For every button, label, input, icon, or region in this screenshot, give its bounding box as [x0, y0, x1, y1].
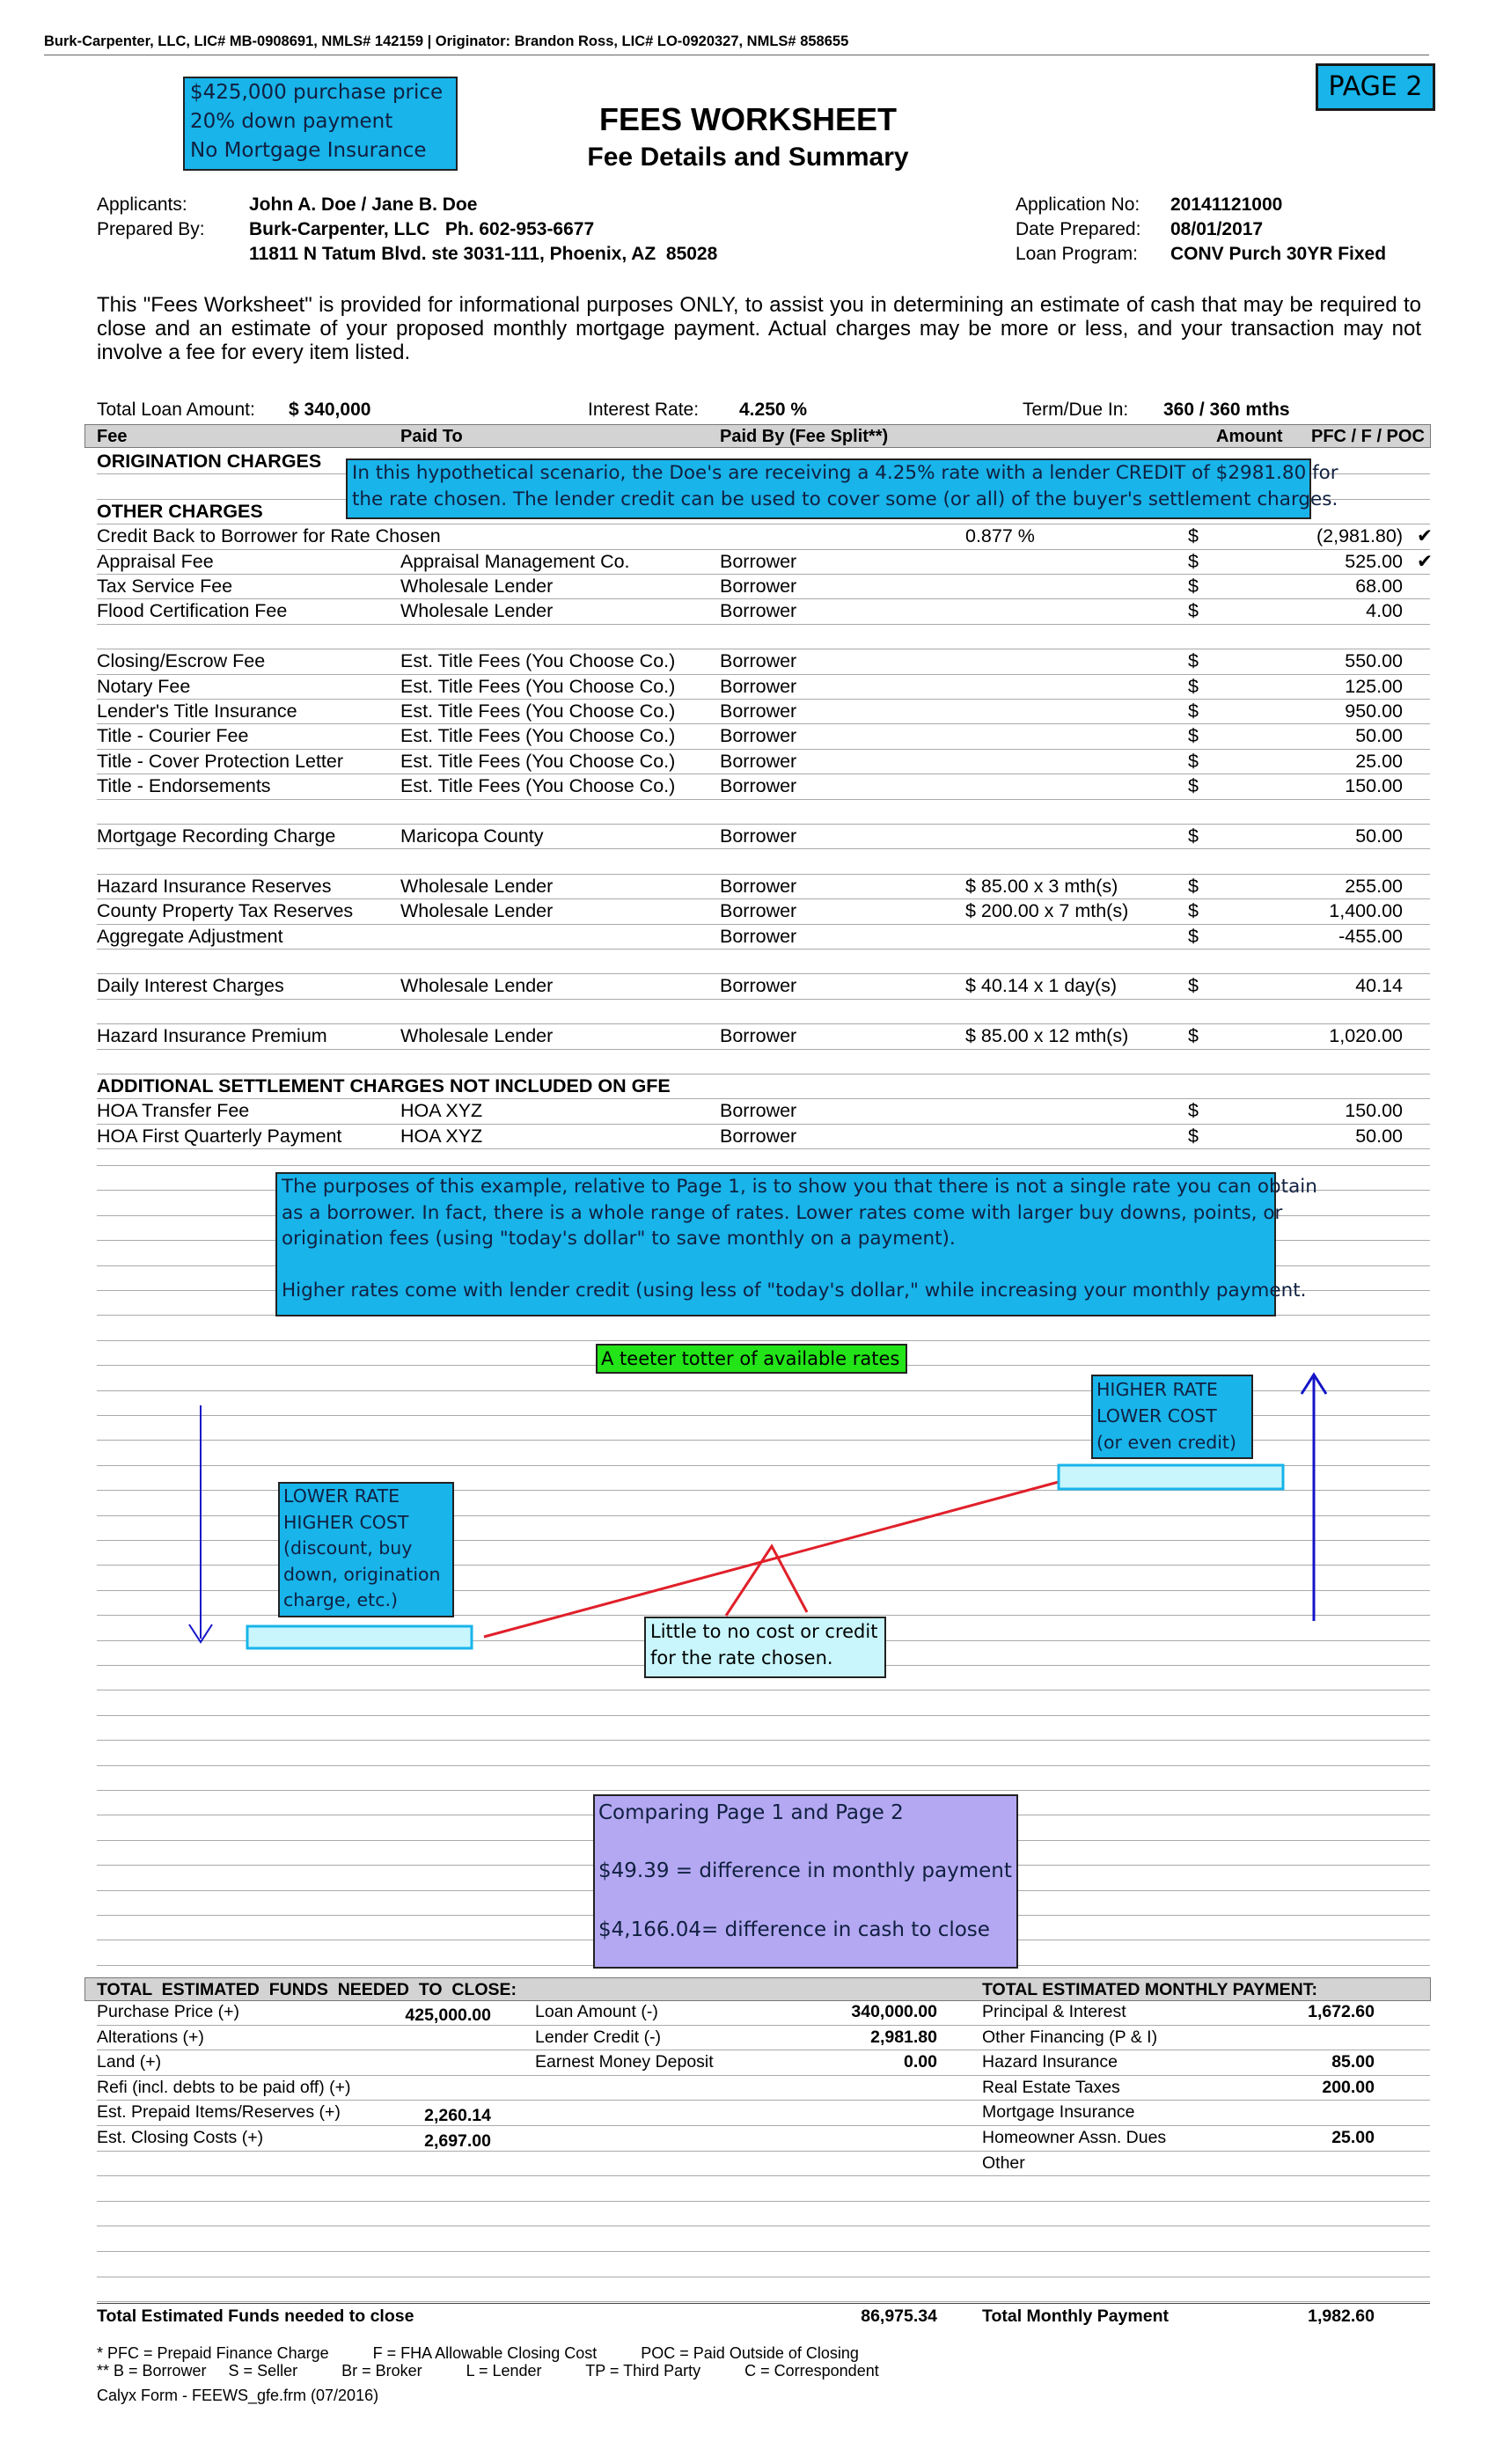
fulcrum [726, 1546, 807, 1616]
fee-cell-amount: 50.00 [1355, 825, 1403, 847]
fee-cell-cur: $ [1188, 825, 1199, 847]
rate-value: 4.250 % [739, 400, 808, 420]
fee-cell-amount: 50.00 [1355, 725, 1403, 747]
prepared-by-value: Burk-Carpenter, LLC Ph. 602-953-6677 [249, 219, 595, 239]
col-amount: Amount [1216, 427, 1283, 446]
fee-cell-mark: ✔ [1417, 525, 1434, 548]
funds-item-label: Earnest Money Deposit [535, 2052, 714, 2072]
fee-cell-amount: 4.00 [1366, 600, 1403, 622]
fee-cell-amount: 150.00 [1345, 1100, 1403, 1122]
col-paid-by: Paid By (Fee Split**) [720, 427, 889, 446]
comparison-monthly: $49.39 = difference in monthly payment [598, 1859, 1012, 1882]
fee-cell-calc: 0.877 % [965, 525, 1035, 547]
fee-cell-amount: 125.00 [1345, 675, 1403, 697]
total-loan-label: Total Loan Amount: [97, 400, 255, 420]
funds-item-label: Alterations (+) [97, 2027, 204, 2047]
monthly-item-label: Other Financing (P & I) [982, 2027, 1158, 2047]
fee-cell-fee: Title - Endorsements [97, 775, 271, 797]
fee-cell-fee: Appraisal Fee [97, 550, 214, 572]
legend-line-1: * PFC = Prepaid Finance Charge F = FHA Allowable Closing Cost POC = Paid Outside of Closing [97, 2344, 859, 2362]
date-value: 08/01/2017 [1170, 219, 1264, 239]
fee-cell-fee: Flood Certification Fee [97, 600, 288, 622]
fee-cell-fee: Credit Back to Borrower for Rate Chosen [97, 525, 441, 547]
funds-item-value: 0.00 [904, 2052, 937, 2072]
monthly-item-label: Real Estate Taxes [982, 2077, 1120, 2097]
fee-cell-paid-by: Borrower [720, 775, 797, 797]
fee-cell-amount: (2,981.80) [1316, 525, 1403, 547]
funds-item-value: 425,000.00 [405, 2006, 491, 2025]
fee-cell-cur: $ [1188, 875, 1199, 897]
fee-cell-paid-to: HOA XYZ [400, 1125, 483, 1147]
total-monthly-label: Total Monthly Payment [982, 2306, 1169, 2326]
fee-cell-amount: -455.00 [1338, 925, 1403, 947]
fee-cell-fee: County Property Tax Reserves [97, 900, 354, 922]
fee-cell-paid-by: Borrower [720, 725, 797, 747]
fee-cell-fee: Title - Cover Protection Letter [97, 750, 344, 772]
company-header: Burk-Carpenter, LLC, LIC# MB-0908691, NMLS# 142159 | Originator: Brandon Ross, LIC# LO-0920327, NMLS# 858655 [44, 33, 849, 49]
middle-rate-line: Little to no cost or credit [650, 1621, 878, 1642]
fee-cell-amount: 525.00 [1345, 550, 1403, 572]
higher-rate-line: LOWER COST [1096, 1405, 1217, 1426]
comparison-cash: $4,166.04= difference in cash to close [598, 1918, 990, 1941]
total-monthly-value: 1,982.60 [1308, 2306, 1375, 2326]
higher-rate-line: (or even credit) [1096, 1432, 1236, 1453]
lower-rate-line: LOWER RATE [283, 1485, 400, 1507]
fee-cell-paid-to: Est. Title Fees (You Choose Co.) [400, 675, 676, 697]
monthly-item-value: 200.00 [1322, 2077, 1375, 2097]
monthly-item-label: Homeowner Assn. Dues [982, 2128, 1167, 2147]
funds-item-label: Est. Closing Costs (+) [97, 2128, 264, 2147]
program-value: CONV Purch 30YR Fixed [1170, 244, 1387, 264]
form-title: FEES WORKSHEET [598, 101, 898, 137]
lower-rate-line: (discount, buy [283, 1537, 413, 1558]
fee-cell-paid-to: Est. Title Fees (You Choose Co.) [400, 725, 676, 747]
fee-cell-paid-by: Borrower [720, 576, 797, 597]
fee-cell-cur: $ [1188, 900, 1199, 922]
fee-cell-cur: $ [1188, 925, 1199, 947]
high-seat [1059, 1465, 1283, 1489]
fee-cell-paid-to: Est. Title Fees (You Choose Co.) [400, 650, 676, 672]
form-id: Calyx Form - FEEWS_gfe.frm (07/2016) [97, 2387, 379, 2404]
fee-cell-fee: HOA Transfer Fee [97, 1100, 250, 1122]
fee-cell-fee: Daily Interest Charges [97, 975, 284, 997]
summary-rule [97, 2151, 1430, 2152]
scenario-line: 20% down payment [190, 110, 393, 133]
fee-cell-cur: $ [1188, 1100, 1199, 1122]
fee-cell-paid-by: Borrower [720, 700, 797, 722]
applicants-label: Applicants: [97, 194, 187, 215]
fee-cell-paid-by: Borrower [720, 1125, 797, 1147]
fee-cell-calc: $ 200.00 x 7 mth(s) [965, 900, 1129, 922]
term-value: 360 / 360 mths [1163, 400, 1290, 420]
teeter-label: A teeter totter of available rates [596, 1344, 907, 1374]
monthly-item-value: 85.00 [1331, 2052, 1375, 2072]
page-label: PAGE 2 [1316, 63, 1435, 111]
fee-cell-fee: Title - Courier Fee [97, 725, 249, 747]
monthly-item-label: Mortgage Insurance [982, 2102, 1135, 2123]
fee-cell-amount: 255.00 [1345, 875, 1403, 897]
fee-cell-amount: 50.00 [1355, 1125, 1403, 1147]
monthly-item-value: 1,672.60 [1308, 2002, 1375, 2021]
fee-cell-paid-by: Borrower [720, 825, 797, 847]
fee-cell-paid-by: Borrower [720, 1100, 797, 1122]
explanation-line: Higher rates come with lender credit (using less of "today's dollar," while increasing your monthly payment. [282, 1280, 1307, 1302]
address-value: 11811 N Tatum Blvd. ste 3031-111, Phoenix, AZ 85028 [249, 244, 718, 264]
total-funds-label: Total Estimated Funds needed to close [97, 2306, 414, 2326]
fee-cell-paid-by: Borrower [720, 650, 797, 672]
fee-cell-cur: $ [1188, 750, 1199, 772]
program-label: Loan Program: [1016, 244, 1138, 264]
fee-cell-paid-by: Borrower [720, 1025, 797, 1047]
fee-cell-calc: $ 85.00 x 3 mth(s) [965, 875, 1118, 897]
fee-cell-paid-by: Borrower [720, 900, 797, 922]
explanation-line: The purposes of this example, relative to Page 1, is to show you that there is not a single rate you can obtain [282, 1176, 1317, 1198]
funds-item-value: 2,697.00 [424, 2131, 491, 2151]
fee-cell-amount: 550.00 [1345, 650, 1403, 672]
rate-label: Interest Rate: [588, 400, 700, 420]
funds-item-label: Refi (incl. debts to be paid off) (+) [97, 2077, 351, 2097]
fee-cell-cur: $ [1188, 525, 1199, 547]
fee-cell-paid-to: Wholesale Lender [400, 975, 554, 997]
total-loan-value: $ 340,000 [289, 400, 371, 420]
fee-cell-cur: $ [1188, 975, 1199, 997]
summary-rule [97, 2201, 1430, 2202]
summary-rule [97, 2100, 1430, 2101]
prepared-by-label: Prepared By: [97, 219, 205, 239]
lower-rate-line: HIGHER COST [283, 1511, 409, 1533]
section-title: OTHER CHARGES [97, 500, 263, 522]
fee-cell-paid-by: Borrower [720, 600, 797, 622]
origination-note-line: the rate chosen. The lender credit can be used to cover some (or all) of the buyer's settlement charges. [352, 488, 1338, 510]
higher-rate-line: HIGHER RATE [1096, 1379, 1218, 1400]
middle-rate-line: for the rate chosen. [650, 1647, 833, 1668]
fee-cell-paid-by: Borrower [720, 975, 797, 997]
fee-cell-cur: $ [1188, 576, 1199, 597]
summary-rule [97, 2175, 1430, 2176]
fee-cell-calc: $ 40.14 x 1 day(s) [965, 975, 1118, 997]
fee-cell-fee: Aggregate Adjustment [97, 925, 283, 947]
funds-item-label: Lender Credit (-) [535, 2027, 662, 2047]
comparison-title: Comparing Page 1 and Page 2 [598, 1801, 904, 1824]
funds-header: TOTAL ESTIMATED FUNDS NEEDED TO CLOSE: [97, 1980, 517, 1999]
totals-rule [97, 2303, 1430, 2304]
monthly-header: TOTAL ESTIMATED MONTHLY PAYMENT: [982, 1980, 1318, 1999]
funds-item-label: Purchase Price (+) [97, 2002, 240, 2021]
term-label: Term/Due In: [1023, 400, 1129, 420]
fee-cell-fee: Notary Fee [97, 675, 191, 697]
fee-cell-cur: $ [1188, 650, 1199, 672]
date-label: Date Prepared: [1016, 219, 1141, 239]
col-paid-to: Paid To [400, 427, 463, 446]
lower-rate-box [278, 1482, 454, 1617]
monthly-item-label: Principal & Interest [982, 2002, 1126, 2021]
low-seat [247, 1626, 472, 1648]
monthly-item-label: Other [982, 2152, 1025, 2173]
fee-cell-fee: Closing/Escrow Fee [97, 650, 266, 672]
legend-line-2: ** B = Borrower S = Seller Br = Broker L = Lender TP = Third Party C = Correspondent [97, 2362, 879, 2380]
summary-rule [97, 2251, 1430, 2252]
fee-cell-cur: $ [1188, 550, 1199, 572]
origination-note-line: In this hypothetical scenario, the Doe's are receiving a 4.25% rate with a lender CREDIT of $2981.80 for [352, 462, 1338, 484]
explanation-line: origination fees (using "today's dollar" to save monthly on a payment). [282, 1228, 956, 1250]
app-no-value: 20141121000 [1170, 194, 1283, 215]
form-subtitle: Fee Details and Summary [587, 143, 909, 172]
fee-cell-cur: $ [1188, 675, 1199, 697]
fee-cell-cur: $ [1188, 1125, 1199, 1147]
fee-cell-paid-to: Maricopa County [400, 825, 544, 847]
fee-cell-amount: 40.14 [1355, 975, 1403, 997]
funds-item-label: Est. Prepaid Items/Reserves (+) [97, 2102, 341, 2123]
summary-rule [97, 2025, 1430, 2026]
fee-cell-paid-to: HOA XYZ [400, 1100, 483, 1122]
fee-cell-paid-to: Est. Title Fees (You Choose Co.) [400, 775, 676, 797]
col-pfc: PFC / F / POC [1311, 427, 1425, 446]
monthly-item-value: 25.00 [1331, 2128, 1375, 2147]
fee-cell-paid-to: Wholesale Lender [400, 576, 554, 597]
fee-cell-fee: HOA First Quarterly Payment [97, 1125, 342, 1147]
fee-cell-amount: 950.00 [1345, 700, 1403, 722]
fee-cell-paid-by: Borrower [720, 550, 797, 572]
scenario-line: $425,000 purchase price [190, 81, 444, 104]
fee-cell-cur: $ [1188, 725, 1199, 747]
fee-cell-amount: 1,400.00 [1329, 900, 1403, 922]
funds-item-value: 340,000.00 [851, 2002, 937, 2021]
fee-cell-paid-to: Wholesale Lender [400, 600, 554, 622]
fee-cell-fee: Lender's Title Insurance [97, 700, 297, 722]
lower-rate-line: down, origination [283, 1563, 441, 1585]
funds-item-label: Land (+) [97, 2052, 162, 2072]
fee-cell-paid-to: Wholesale Lender [400, 875, 554, 897]
fee-cell-fee: Hazard Insurance Reserves [97, 875, 332, 897]
fee-cell-paid-by: Borrower [720, 750, 797, 772]
fee-cell-paid-to: Wholesale Lender [400, 1025, 554, 1047]
monthly-item-label: Hazard Insurance [982, 2052, 1118, 2072]
fee-cell-cur: $ [1188, 775, 1199, 797]
fee-cell-cur: $ [1188, 700, 1199, 722]
higher-rate-box [1091, 1375, 1253, 1459]
fee-cell-amount: 1,020.00 [1329, 1025, 1403, 1047]
teeter-beam [484, 1482, 1059, 1637]
fee-cell-amount: 150.00 [1345, 775, 1403, 797]
fee-cell-calc: $ 85.00 x 12 mth(s) [965, 1025, 1129, 1047]
fee-cell-paid-to: Appraisal Management Co. [400, 550, 630, 572]
fee-cell-paid-to: Est. Title Fees (You Choose Co.) [400, 750, 676, 772]
total-funds-value: 86,975.34 [861, 2306, 937, 2326]
explanation-line: as a borrower. In fact, there is a whole range of rates. Lower rates come with larger buy downs, points, or [282, 1201, 1283, 1224]
fee-cell-fee: Hazard Insurance Premium [97, 1025, 327, 1047]
app-no-label: Application No: [1016, 194, 1140, 215]
fee-cell-amount: 68.00 [1355, 576, 1403, 597]
fee-cell-paid-by: Borrower [720, 675, 797, 697]
fee-cell-amount: 25.00 [1355, 750, 1403, 772]
scenario-line: No Mortgage Insurance [190, 139, 427, 162]
summary-rule [97, 2075, 1430, 2076]
fee-cell-paid-to: Est. Title Fees (You Choose Co.) [400, 700, 676, 722]
section-title: ORIGINATION CHARGES [97, 451, 322, 472]
fee-cell-paid-to: Wholesale Lender [400, 900, 554, 922]
fee-cell-paid-by: Borrower [720, 875, 797, 897]
fee-cell-cur: $ [1188, 600, 1199, 622]
fee-cell-paid-by: Borrower [720, 925, 797, 947]
section-title: ADDITIONAL SETTLEMENT CHARGES NOT INCLUDED ON GFE [97, 1075, 671, 1096]
applicants-value: John A. Doe / Jane B. Doe [249, 194, 478, 215]
summary-rule [97, 2125, 1430, 2126]
fee-cell-mark: ✔ [1417, 550, 1434, 573]
fee-cell-cur: $ [1188, 1025, 1199, 1047]
middle-rate-box [644, 1617, 886, 1678]
funds-item-value: 2,981.80 [870, 2027, 937, 2047]
comparison-box [593, 1794, 1018, 1969]
fee-cell-fee: Tax Service Fee [97, 576, 233, 597]
intro-paragraph: This "Fees Worksheet" is provided for informational purposes ONLY, to assist you in determining an estimate of cash that may be required to close and an estimate of your proposed monthly mortgage payment. Actual charges may be more or less, and your transaction may not involve a fee for every item listed. [97, 293, 1421, 364]
fee-cell-fee: Mortgage Recording Charge [97, 825, 336, 847]
funds-item-value: 2,260.14 [424, 2106, 491, 2126]
lower-rate-line: charge, etc.) [283, 1589, 398, 1610]
funds-item-label: Loan Amount (-) [535, 2002, 658, 2021]
col-fee: Fee [97, 427, 128, 446]
